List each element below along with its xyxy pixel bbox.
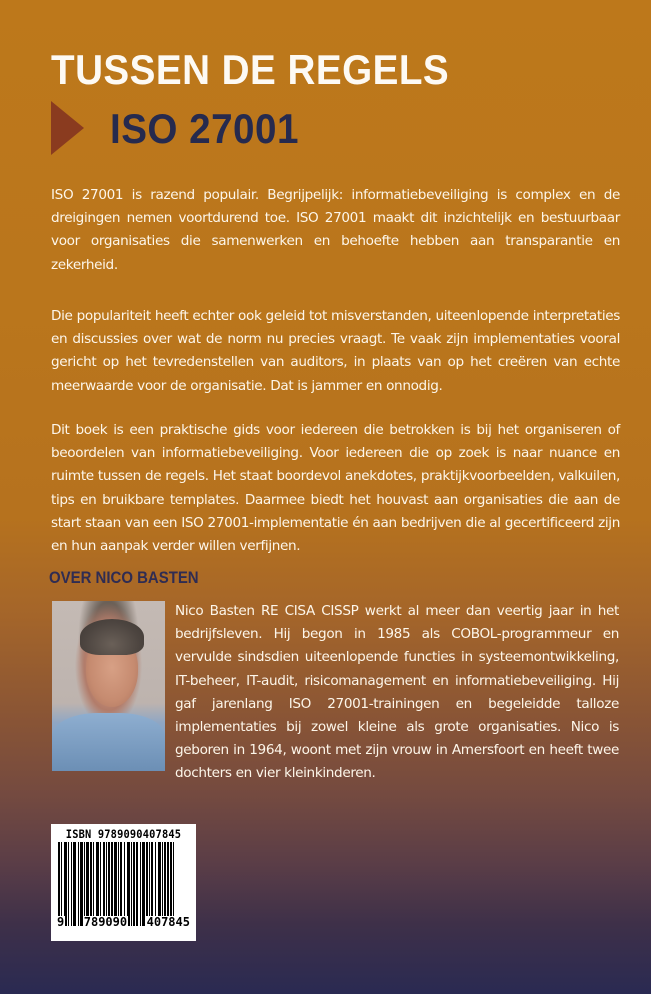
photo-shirt [52, 713, 165, 771]
isbn-barcode [51, 824, 196, 941]
author-bio: Nico Basten RE CISA CISSP werkt al meer dan veertig jaar in het bedrijfsleven. Hij begon in 1985 als COBOL-programmeur en vervulde sindsdien uiteenlopende functies in systeemontwikkeling, IT-beheer, IT-audit, risicomanagement en informatiebeveiliging. Hij gaf jarenlang ISO 27001-trainingen en begeleidde talloze implementaties bij zowel kleine als grote organisaties. Nico is geboren in 1964, woont met zijn vrouw in Amersfoort en heeft twee dochters en vier kleinkinderen. [175, 603, 619, 782]
isbn-digits-group-2: 789090 [83, 915, 128, 929]
blurb-paragraph-3: Dit boek is een praktische gids voor iedereen die betrokken is bij het organiseren of beoordelen van informatiebeveiliging. Voor iedereen die op zoek is naar nuance en ruimte tussen de regels. Het staat boordevol anekdotes, praktijkvoorbeelden, valkuilen, tips en bruikbare templates. Daarmee biedt het houvast aan organisaties die aan de start staan van een ISO 27001-implementatie én aan bedrijven die al gecertificeerd zijn en hun aanpak verder willen verfijnen. [51, 422, 620, 555]
triangle-arrow-icon [51, 101, 84, 155]
isbn-label: ISBN 9789090407845 [65, 827, 182, 841]
isbn-digits-group-3: 407845 [146, 915, 190, 929]
isbn-digits-group-1: 9 [57, 915, 65, 929]
author-photo [52, 601, 165, 771]
book-subtitle: ISO 27001 [110, 105, 299, 152]
blurb-paragraph-1: ISO 27001 is razend populair. Begrijpelijk: informatiebeveiliging is complex en de dreigingen nemen voortdurend toe. ISO 27001 maakt dit inzichtelijk en bestuurbaar voor organisaties die samenwerken en behoefte hebben aan transparantie en zekerheid. [51, 187, 620, 273]
barcode-bars [56, 842, 191, 929]
book-title: TUSSEN DE REGELS [51, 46, 450, 93]
photo-hair [80, 619, 144, 655]
blurb-paragraph-2: Die populariteit heeft echter ook geleid tot misverstanden, uiteenlopende interpretaties en discussies over wat de norm nu precies vraagt. Te vaak zijn implementaties vooral gericht op het tevredenstellen van auditors, in plaats van op het creëren van echte meerwaarde voor de organisatie. Dat is jammer en onnodig. [51, 308, 620, 394]
author-section-heading: OVER NICO BASTEN [49, 568, 199, 587]
